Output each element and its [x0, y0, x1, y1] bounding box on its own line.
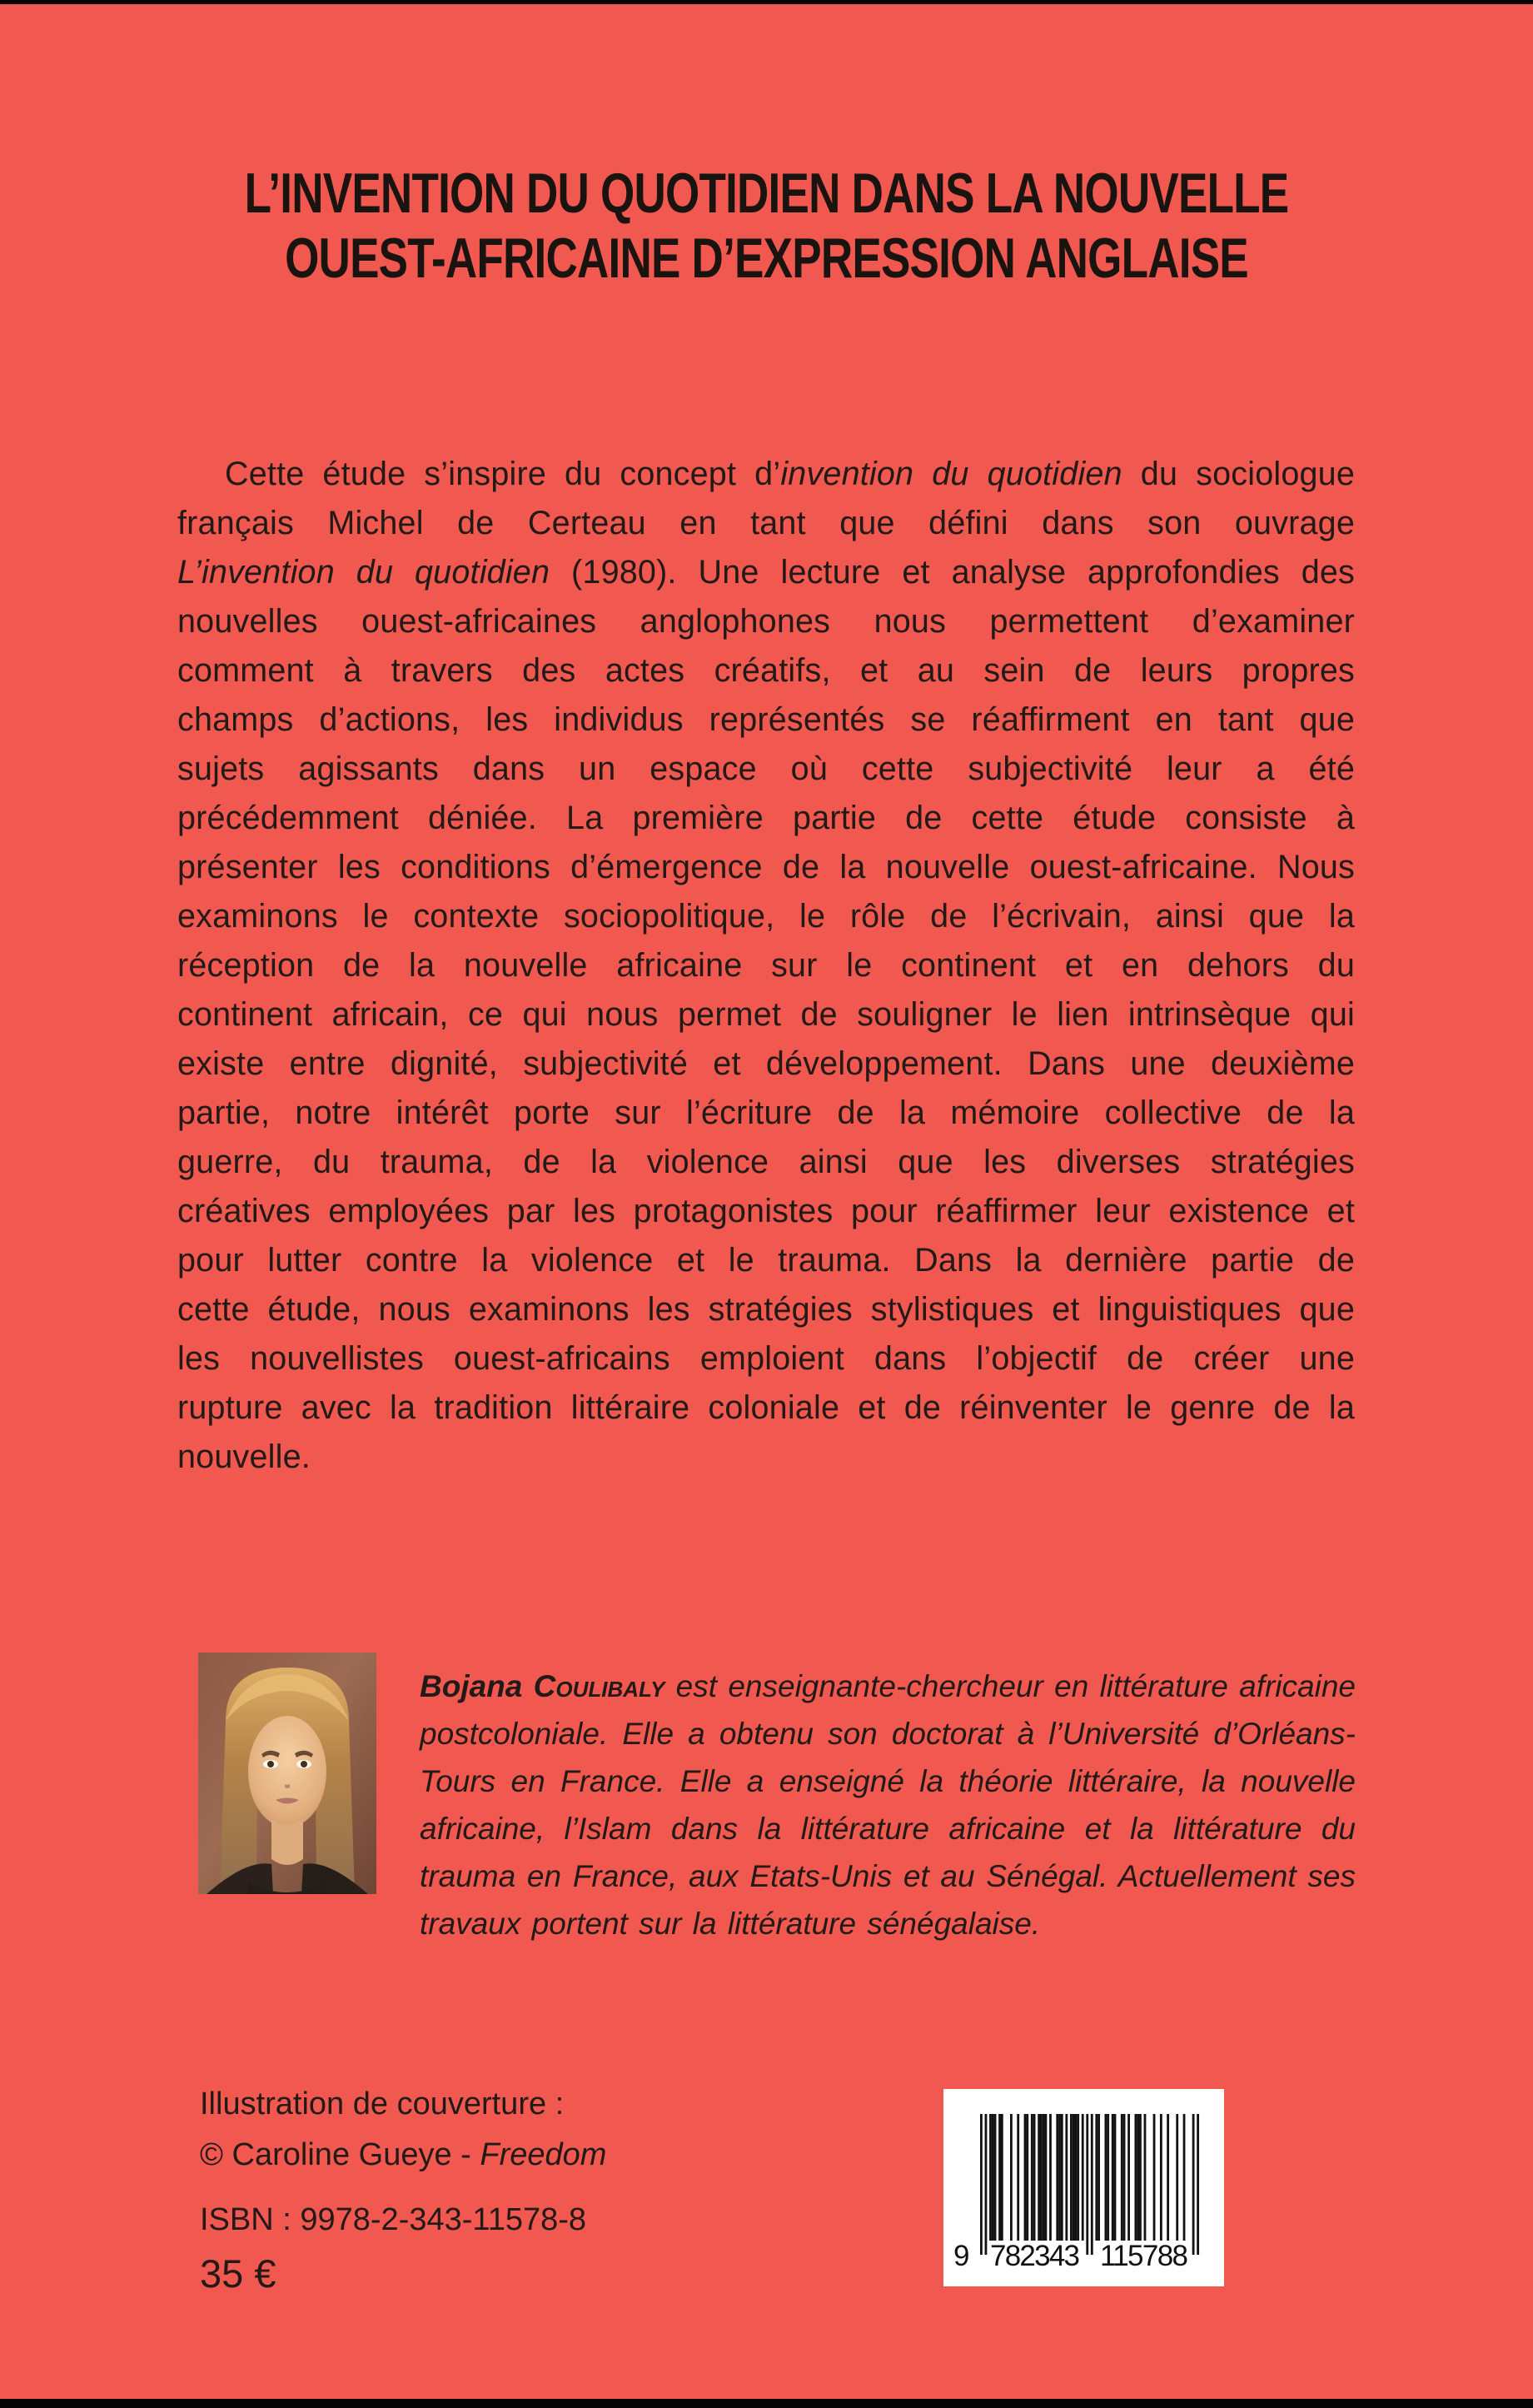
author-portrait-image [198, 1653, 376, 1894]
svg-text:9: 9 [953, 2240, 970, 2272]
barcode-image [943, 2089, 1224, 2286]
cover-credit [200, 2079, 606, 2181]
cover-credit-line-1: Illustration de couverture : [200, 2086, 565, 2121]
book-title [0, 161, 1533, 291]
price-text: 35 € [200, 2251, 276, 2296]
author-bio: Bojana Coulibaly est enseignante-chercheur en littérature africaine postcoloniale. Elle a obtenu son doctorat à l’Université d’Orléans-Tours en France. Elle a enseigné la théorie littéraire, la nouvelle africaine, l’Islam dans la littérature africaine et la littérature du trauma en France, aux Etats-Unis et au Sénégal. Actuellement ses travaux portent sur la littérature sénégalaise. [420, 1669, 1356, 1941]
author-photo [198, 1653, 376, 1894]
isbn-text: ISBN : 9978-2-343-11578-8 [200, 2202, 587, 2237]
cover-credit-line-2: © Caroline Gueye - Freedom [200, 2137, 607, 2172]
title-line-2: OUEST-AFRICAINE D’EXPRESSION ANGLAISE [285, 227, 1248, 290]
svg-text:115788: 115788 [1100, 2240, 1188, 2272]
barcode [943, 2089, 1224, 2286]
svg-text:782343: 782343 [990, 2240, 1080, 2272]
title-line-1: L’INVENTION DU QUOTIDIEN DANS LA NOUVELLE [244, 162, 1289, 225]
synopsis-paragraph: Cette étude s’inspire du concept d’invention du quotidien du sociologue français Michel de Certeau en tant que défini dans son ouvrage L’invention du quotidien (1980). Une lecture et analyse approfondies des nouvelles ouest-africaines anglophones nous permettent d’examiner comment à travers des actes créatifs, et au sein de leurs propres champs d’actions, les individus représentés se réaffirment en tant que sujets agissants dans un espace où cette subjectivité leur a été précédemment déniée. La première partie de cette étude consiste à présenter les conditions d’émergence de la nouvelle ouest-africaine. Nous examinons le contexte sociopolitique, le rôle de l’écrivain, ainsi que la réception de la nouvelle africaine sur le continent et en dehors du continent africain, ce qui nous permet de souligner le lien intrinsèque qui existe entre dignité, subjectivité et développement. Dans une deuxième partie, notre intérêt porte sur l’écriture de la mémoire collective de la guerre, du trauma, de la violence ainsi que les diverses stratégies créatives employées par les protagonistes pour réaffirmer leur existence et pour lutter contre la violence et le trauma. Dans la dernière partie de cette étude, nous examinons les stratégies stylistiques et linguistiques que les nouvellistes ouest-africains emploient dans l’objectif de créer une rupture avec la tradition littéraire coloniale et de réinventer le genre de la nouvelle. [177, 456, 1356, 1475]
top-edge-bar [0, 0, 1533, 4]
bottom-edge-bar [0, 2399, 1533, 2408]
